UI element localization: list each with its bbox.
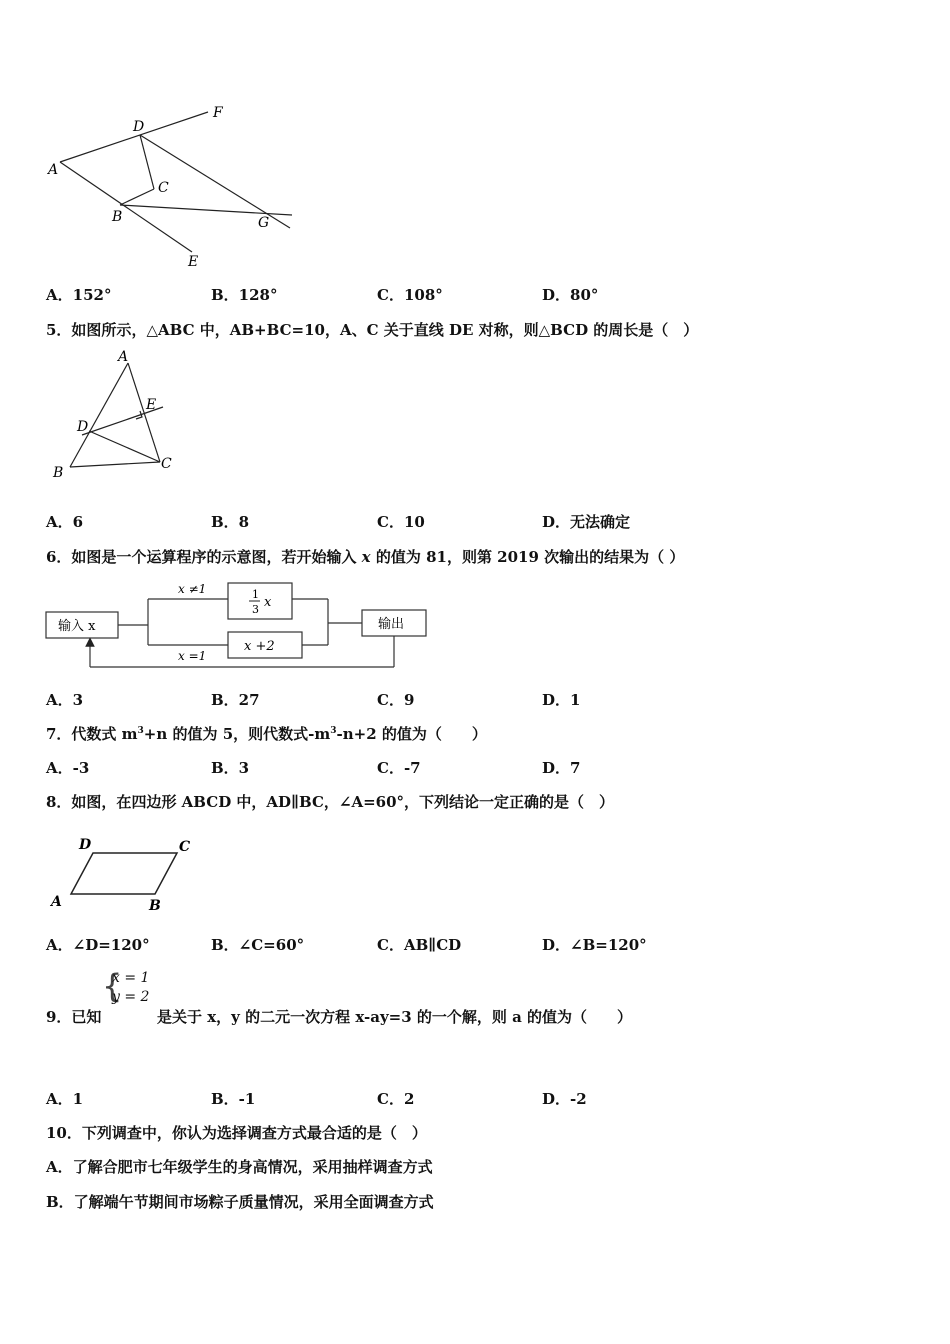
q4-label-f: F [213,105,223,121]
q5-label-e: E [146,397,157,413]
q4-label-a: A [48,162,59,178]
q6-frac-var: x [264,595,272,610]
q4-label-e: E [188,254,199,270]
q6-stem-prefix: 6．如图是一个运算程序的示意图，若开始输入 [46,548,362,566]
q6-option-b: B．27 [211,691,260,709]
q4-line-ae [60,162,192,252]
q5-option-a: A．6 [46,513,84,531]
q4-line-cb [120,189,154,205]
q5-figure [45,345,185,485]
q7-option-a: A．-3 [46,759,90,777]
q10-stem: 10．下列调查中，你认为选择调查方式最合适的是（ ） [46,1124,427,1142]
q9-system [102,968,156,1010]
q6-option-d: D．1 [542,691,581,709]
q6-stem-var: x [361,548,371,566]
q5-option-d: D．无法确定 [542,513,631,531]
q9-stem-suffix: 是关于 x，y 的二元一次方程 x-ay=3 的一个解，则 a 的值为（ ） [157,1008,633,1026]
q5-label-b: B [53,465,64,481]
q9-stem-prefix: 9．已知 [46,1008,102,1026]
q6-input-label: 输入 x [58,619,96,634]
q5-label-d: D [77,419,89,435]
q6-flowchart [40,575,440,675]
q9-eq-1: x = 1 [112,970,150,986]
q6-cond-top: x ≠1 [178,582,207,596]
q5-line-ab [70,363,128,467]
q8-parallelogram [71,853,177,894]
q5-label-a: A [118,349,129,365]
q8-option-d: D．∠B=120° [542,936,647,954]
q4-label-b: B [112,209,123,225]
q5-option-c: C．10 [377,513,425,531]
q6-stem [46,547,684,567]
q6-stem-suffix: 的值为 81，则第 2019 次输出的结果为（ ） [370,548,685,566]
q6-frac-den: 3 [252,603,259,616]
q5-stem: 5．如图所示，△ABC 中，AB+BC=10，A、C 关于直线 DE 对称，则△BCD 的周长是（ ） [46,321,699,339]
q5-line-bc [70,462,160,467]
q8-stem: 8．如图，在四边形 ABCD 中，AD∥BC，∠A=60°，下列结论一定正确的是（ ） [46,793,615,811]
q9-option-a: A．1 [46,1090,84,1108]
q4-label-d: D [133,119,145,135]
q7-sup-2: 3 [330,726,337,736]
q6-option-c: C．9 [377,691,415,709]
q7-stem-part-b: +n 的值为 5，则代数式-m [143,725,331,743]
q4-label-g: G [258,215,270,231]
q7-option-b: B．3 [211,759,250,777]
q8-option-b: B．∠C=60° [211,936,305,954]
q8-label-b: B [149,898,161,914]
q5-label-c: C [161,456,172,472]
q8-figure [45,828,205,918]
q9-option-b: B．-1 [211,1090,256,1108]
q4-line-dc [140,135,154,189]
q7-stem-part-c: -n+2 的值为（ ） [336,725,487,743]
q5-line-dc [89,431,160,462]
q6-bottom-box-label: x +2 [244,639,275,654]
q4-line-bg [120,205,292,215]
q6-option-a: A．3 [46,691,84,709]
q8-option-c: C．AB∥CD [377,936,462,954]
q4-option-b: B．128° [211,286,278,304]
q6-output-label: 输出 [378,617,405,632]
q7-stem-part-a: 7．代数式 m [46,725,138,743]
q4-figure [40,100,310,275]
q8-label-a: A [51,894,62,910]
q4-option-a: A．152° [46,286,112,304]
q7-option-d: D．7 [542,759,581,777]
q10-option-b: B．了解端午节期间市场粽子质量情况，采用全面调查方式 [46,1193,434,1211]
q5-option-b: B．8 [211,513,250,531]
q8-label-c: C [179,839,191,855]
q4-label-c: C [158,180,169,196]
q7-option-c: C．-7 [377,759,421,777]
q7-stem [46,724,487,744]
q4-option-d: D．80° [542,286,599,304]
q9-option-d: D．-2 [542,1090,587,1108]
q6-frac-num: 1 [252,588,259,601]
q8-option-a: A．∠D=120° [46,936,150,954]
q10-option-a: A．了解合肥市七年级学生的身高情况，采用抽样调查方式 [46,1158,433,1176]
q4-option-c: C．108° [377,286,443,304]
q9-option-c: C．2 [377,1090,415,1108]
q9-eq-2: y = 2 [112,989,150,1005]
q6-cond-bottom: x =1 [178,649,207,663]
q7-sup-1: 3 [137,726,144,736]
q9-brace: { [102,967,123,1005]
q8-label-d: D [79,837,92,853]
